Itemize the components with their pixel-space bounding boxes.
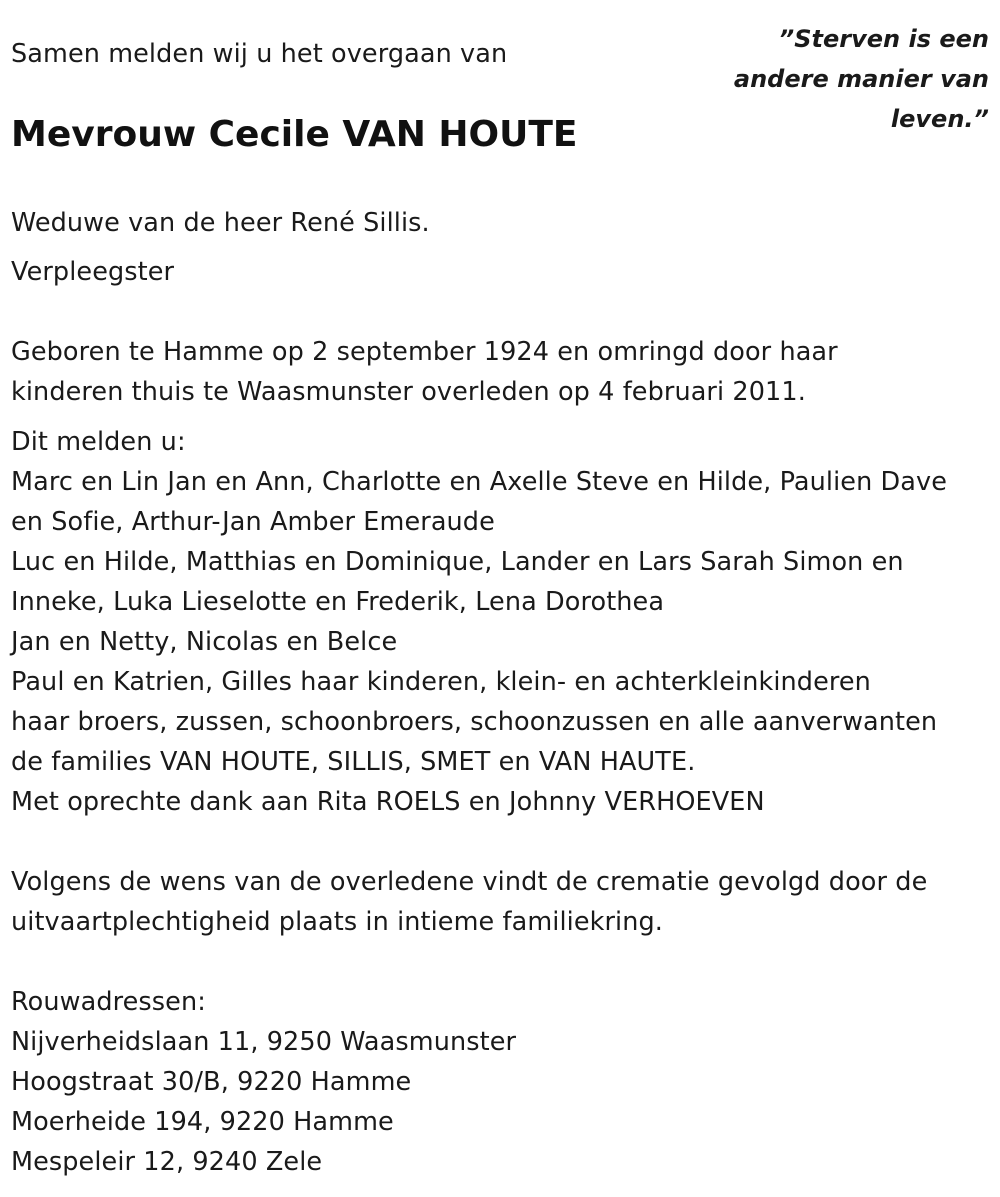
quote-line: leven.” [890, 105, 989, 133]
family-line: Luc en Hilde, Matthias en Dominique, Lander en Lars Sarah Simon en [11, 547, 904, 577]
addresses-heading: Rouwadressen: [11, 987, 206, 1017]
family-line: en Sofie, Arthur-Jan Amber Emeraude [11, 507, 495, 537]
family-line: haar broers, zussen, schoonbroers, schoonzussen en alle aanverwanten [11, 707, 938, 737]
birth-death-line: Geboren te Hamme op 2 september 1924 en omringd door haar [11, 337, 838, 367]
funeral-line: uitvaartplechtigheid plaats in intieme familiekring. [11, 907, 664, 937]
intro-text: Samen melden wij u het overgaan van [11, 39, 508, 69]
quote-line: ”Sterven is een [778, 25, 989, 53]
address-item: Mespeleir 12, 9240 Zele [11, 1147, 323, 1177]
family-line: Met oprechte dank aan Rita ROELS en Johnny VERHOEVEN [11, 787, 765, 817]
address-item: Nijverheidslaan 11, 9250 Waasmunster [11, 1027, 517, 1057]
deceased-name: Mevrouw Cecile VAN HOUTE [11, 114, 578, 155]
funeral-line: Volgens de wens van de overledene vindt de crematie gevolgd door de [11, 867, 928, 897]
family-line: Inneke, Luka Lieselotte en Frederik, Lena Dorothea [11, 587, 665, 617]
quote-line: andere manier van [733, 65, 989, 93]
spouse-line: Weduwe van de heer René Sillis. [11, 208, 430, 238]
address-item: Hoogstraat 30/B, 9220 Hamme [11, 1067, 412, 1097]
family-line: Jan en Netty, Nicolas en Belce [11, 627, 398, 657]
birth-death-line: kinderen thuis te Waasmunster overleden op 4 februari 2011. [11, 377, 806, 407]
family-line: Marc en Lin Jan en Ann, Charlotte en Axelle Steve en Hilde, Paulien Dave [11, 467, 947, 497]
family-line: de families VAN HOUTE, SILLIS, SMET en VAN HAUTE. [11, 747, 696, 777]
profession: Verpleegster [11, 257, 175, 287]
family-line: Paul en Katrien, Gilles haar kinderen, klein- en achterkleinkinderen [11, 667, 871, 697]
family-heading: Dit melden u: [11, 427, 186, 457]
quote [589, 19, 989, 139]
address-item: Moerheide 194, 9220 Hamme [11, 1107, 394, 1137]
